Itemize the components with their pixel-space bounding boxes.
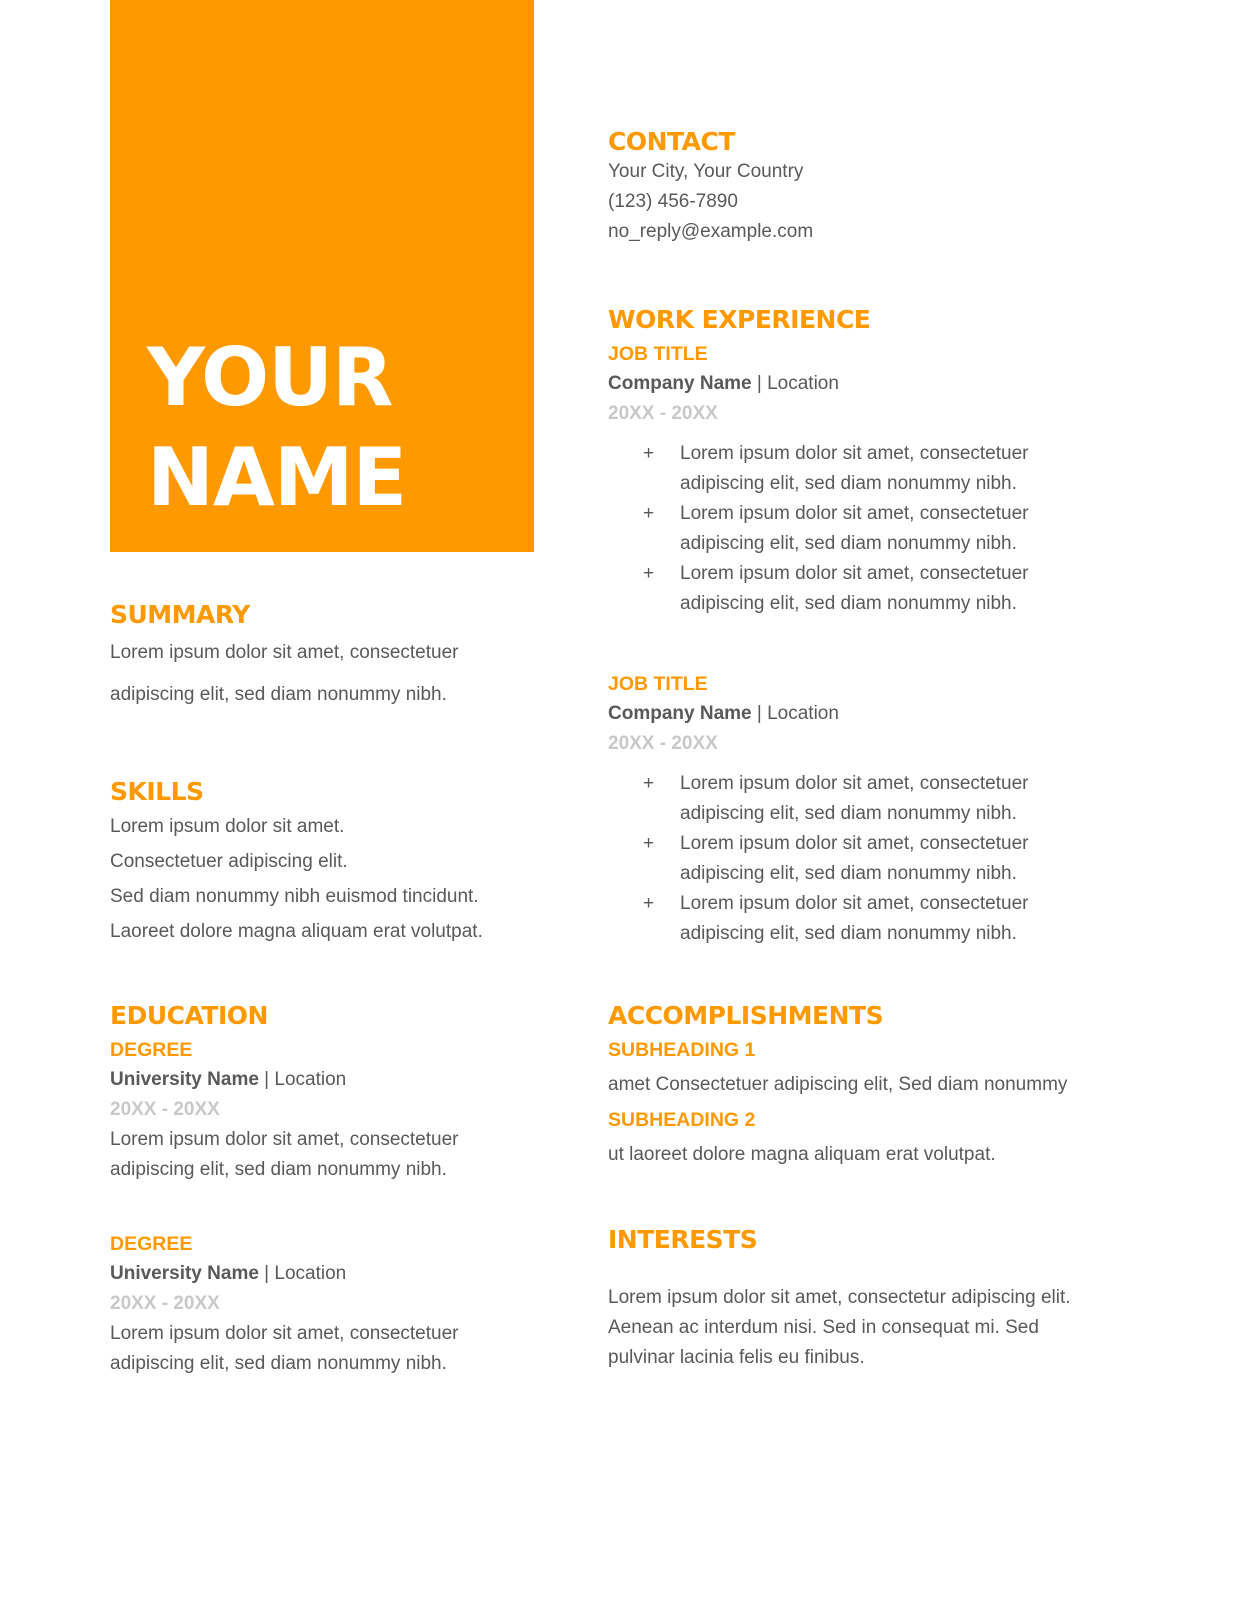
interests-section — [608, 1225, 1118, 1373]
education-entry — [110, 1229, 534, 1379]
skills-title: SKILLS — [110, 777, 204, 806]
degree-title: DEGREE — [110, 1233, 193, 1255]
job-entry — [608, 669, 1118, 949]
education-dates: 20XX - 20XX — [110, 1293, 220, 1314]
accomplishment-heading: SUBHEADING 1 — [608, 1039, 756, 1061]
work-title: WORK EXPERIENCE — [608, 305, 871, 334]
education-description: Lorem ipsum dolor sit amet, consectetuer adipiscing elit, sed diam nonummy nibh. — [110, 1129, 459, 1180]
accomplishments-section — [608, 1001, 1118, 1175]
plus-icon: + — [643, 833, 655, 854]
education-dates: 20XX - 20XX — [110, 1099, 220, 1120]
summary-title: SUMMARY — [110, 600, 250, 629]
contact-section — [608, 127, 1118, 247]
left-column — [110, 600, 534, 1379]
name-line-1: YOUR — [147, 331, 393, 424]
work-section — [608, 305, 1118, 949]
company-location: Location — [767, 703, 839, 724]
interests-title: INTERESTS — [608, 1225, 758, 1254]
degree-title: DEGREE — [110, 1039, 193, 1061]
contact-phone: (123) 456-7890 — [608, 191, 738, 212]
separator: | — [258, 1069, 275, 1090]
company-name: Company Name — [608, 703, 752, 724]
education-title: EDUCATION — [110, 1001, 268, 1030]
summary-text: Lorem ipsum dolor sit amet, consectetuer adipiscing elit, sed diam nonummy nibh. — [110, 642, 459, 705]
education-section — [110, 1001, 534, 1379]
bullet-text: Lorem ipsum dolor sit amet, consectetuer adipiscing elit, sed diam nonummy nibh. — [680, 563, 1029, 614]
bullet-text: Lorem ipsum dolor sit amet, consectetuer adipiscing elit, sed diam nonummy nibh. — [680, 773, 1029, 824]
skill-item: Laoreet dolore magna aliquam erat volutpat. — [110, 921, 483, 942]
accomplishment-text: ut laoreet dolore magna aliquam erat volutpat. — [608, 1144, 996, 1165]
interests-text: Lorem ipsum dolor sit amet, consectetur adipiscing elit. Aenean ac interdum nisi. Sed in consequat mi. Sed pulvinar lacinia felis eu finibus. — [608, 1287, 1071, 1368]
bullet-text: Lorem ipsum dolor sit amet, consectetuer adipiscing elit, sed diam nonummy nibh. — [680, 503, 1029, 554]
bullet-text: Lorem ipsum dolor sit amet, consectetuer adipiscing elit, sed diam nonummy nibh. — [680, 893, 1029, 944]
list-item — [643, 889, 1118, 949]
accomplishments-title: ACCOMPLISHMENTS — [608, 1001, 884, 1030]
company-line — [608, 699, 1118, 729]
skill-item: Lorem ipsum dolor sit amet. — [110, 816, 345, 837]
job-title: JOB TITLE — [608, 673, 708, 695]
plus-icon: + — [643, 563, 655, 584]
list-item — [643, 559, 1118, 619]
contact-city: Your City, Your Country — [608, 161, 804, 182]
right-column — [608, 127, 1118, 1373]
job-entry — [608, 339, 1118, 619]
job-bullets — [608, 439, 1118, 619]
job-dates: 20XX - 20XX — [608, 733, 718, 754]
accomplishment-heading: SUBHEADING 2 — [608, 1109, 756, 1131]
list-item — [643, 499, 1118, 559]
school-line — [110, 1259, 534, 1289]
list-item — [643, 439, 1118, 499]
contact-email[interactable]: no_reply@example.com — [608, 221, 814, 242]
education-entry — [110, 1035, 534, 1185]
school-line — [110, 1065, 534, 1095]
school-location: Location — [274, 1263, 347, 1284]
company-location: Location — [767, 373, 839, 394]
job-title: JOB TITLE — [608, 343, 708, 365]
plus-icon: + — [643, 893, 655, 914]
list-item — [643, 829, 1118, 889]
bullet-text: Lorem ipsum dolor sit amet, consectetuer adipiscing elit, sed diam nonummy nibh. — [680, 833, 1029, 884]
job-dates: 20XX - 20XX — [608, 403, 718, 424]
name-banner — [110, 0, 534, 552]
separator: | — [751, 703, 768, 724]
school-name: University Name — [110, 1069, 259, 1090]
separator: | — [751, 373, 768, 394]
plus-icon: + — [643, 503, 655, 524]
company-name: Company Name — [608, 373, 752, 394]
separator: | — [258, 1263, 275, 1284]
skill-item: Consectetuer adipiscing elit. — [110, 851, 348, 872]
job-bullets — [608, 769, 1118, 949]
education-description: Lorem ipsum dolor sit amet, consectetuer adipiscing elit, sed diam nonummy nibh. — [110, 1323, 459, 1374]
list-item — [643, 769, 1118, 829]
company-line — [608, 369, 1118, 399]
summary-section — [110, 600, 534, 716]
contact-title: CONTACT — [608, 127, 735, 156]
bullet-text: Lorem ipsum dolor sit amet, consectetuer adipiscing elit, sed diam nonummy nibh. — [680, 443, 1029, 494]
plus-icon: + — [643, 773, 655, 794]
name-line-2: NAME — [147, 431, 407, 524]
skills-section — [110, 777, 534, 949]
plus-icon: + — [643, 443, 655, 464]
school-location: Location — [274, 1069, 347, 1090]
school-name: University Name — [110, 1263, 259, 1284]
accomplishment-text: amet Consectetuer adipiscing elit, Sed diam nonummy — [608, 1074, 1068, 1095]
skill-item: Sed diam nonummy nibh euismod tincidunt. — [110, 886, 479, 907]
